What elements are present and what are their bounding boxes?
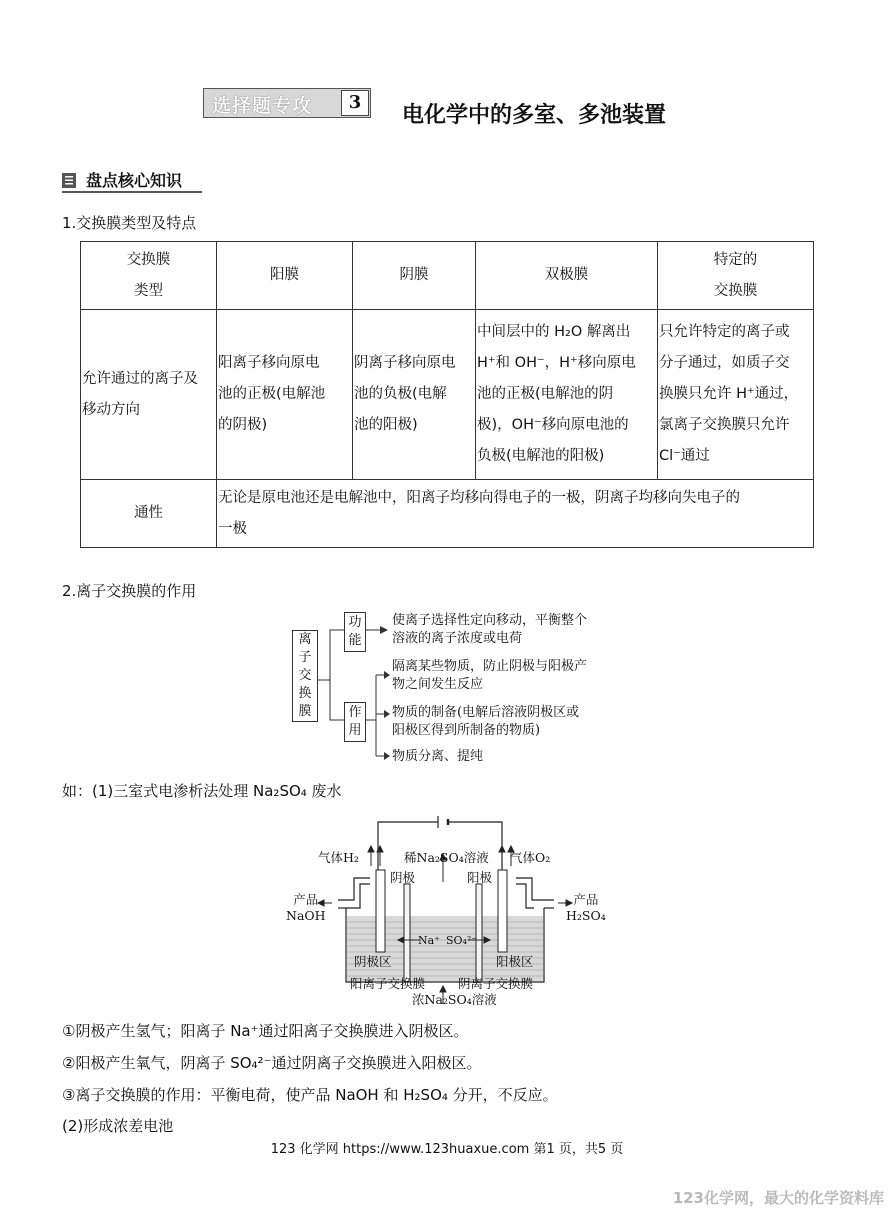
point-2: ②阳极产生氧气，阴离子 SO₄²⁻通过阴离子交换膜进入阳极区。 <box>62 1054 482 1072</box>
cell-text: 中间层中的 H₂O 解离出 <box>477 324 631 340</box>
function-line: 使离子选择性定向移动，平衡整个 <box>392 613 588 628</box>
cell-text: Cl⁻通过 <box>659 448 710 464</box>
dilute-solution-label: 稀Na₂SO₄溶液 <box>404 850 489 865</box>
product-text: H₂SO₄ <box>566 908 606 923</box>
example-2-title: (2)形成浓差电池 <box>62 1117 174 1135</box>
function-line: 溶液的离子浓度或电荷 <box>392 631 523 646</box>
cell-text: 池的阳极) <box>354 417 418 433</box>
header-text: 交换膜 <box>126 251 171 268</box>
cell-text: 阳离子移向原电 <box>218 355 320 371</box>
heading-membrane-types: 1.交换膜类型及特点 <box>62 214 197 232</box>
concept-use-box <box>344 702 366 742</box>
header-cell <box>658 242 814 310</box>
header-text: 交换膜 <box>713 282 758 299</box>
concept-function-box <box>344 612 366 652</box>
cell-text: H⁺和 OH⁻，H⁺移向原电 <box>477 355 636 371</box>
header-cell <box>81 242 217 310</box>
anion-membrane-cell <box>353 310 476 480</box>
site-watermark: 123化学网，最大的化学资料库 <box>672 1189 884 1207</box>
sodium-ion-label: Na⁺ <box>418 934 440 947</box>
anode-label: 阳极 <box>467 870 493 885</box>
page-title: 电化学中的多室、多池装置 <box>402 103 667 128</box>
cell-text: 池的负极(电解 <box>354 386 447 402</box>
use-item <box>392 704 579 740</box>
use-line: 物之间发生反应 <box>392 677 484 692</box>
badge-label: 选择题专攻 <box>212 95 313 117</box>
product-text: 产品 <box>573 892 599 907</box>
header-text: 特定的 <box>713 251 758 268</box>
electrodialysis-cell-diagram <box>280 812 610 1008</box>
concentrated-solution-label: 浓Na₂SO₄溶液 <box>412 992 497 1007</box>
root-char: 交 <box>298 668 312 683</box>
cathode-zone-label: 阴极区 <box>354 954 392 969</box>
cell-text: 只允许特定的离子或 <box>659 324 790 340</box>
gas-o2-label: 气体O₂ <box>510 850 551 865</box>
cathode-label: 阴极 <box>390 870 416 885</box>
row-label-text: 允许通过的离子及 <box>82 370 198 387</box>
row-label-cell: 通性 <box>81 480 217 548</box>
row-label-cell <box>81 310 217 480</box>
use-line: 隔离某些物质，防止阴极与阳极产 <box>392 659 588 674</box>
use-line: 物质分离、提纯 <box>392 749 484 764</box>
use-item <box>392 658 587 694</box>
product-text: NaOH <box>286 908 326 923</box>
cell-text: 负极(电解池的阳极) <box>477 448 605 464</box>
gas-h2-label: 气体H₂ <box>318 850 359 865</box>
badge-number: 3 <box>341 90 369 116</box>
example-1-title: 如：(1)三室式电渗析法处理 Na₂SO₄ 废水 <box>62 782 342 800</box>
cell-text: 的阴极) <box>218 417 268 433</box>
cell-text: 一极 <box>218 520 247 537</box>
section-title: 盘点核心知识 <box>86 171 183 190</box>
header-cell: 阳膜 <box>217 242 353 310</box>
branch-char: 功 <box>348 615 362 630</box>
cell-text: 分子通过，如质子交 <box>659 355 790 371</box>
cell-text: 池的正极(电解池 <box>218 386 326 402</box>
topic-badge <box>203 88 371 118</box>
cation-membrane-label: 阳离子交换膜 <box>350 976 426 991</box>
function-description <box>392 612 587 648</box>
use-line: 阳极区得到所制备的物质) <box>392 723 541 738</box>
use-item <box>392 748 483 766</box>
cell-text: 阴离子移向原电 <box>354 355 456 371</box>
table-row <box>81 480 814 548</box>
root-char: 离 <box>298 632 312 647</box>
header-text: 类型 <box>134 282 163 299</box>
special-membrane-cell <box>658 310 814 480</box>
document-icon <box>62 173 76 188</box>
root-char: 换 <box>298 686 312 701</box>
bipolar-membrane-cell <box>476 310 658 480</box>
sulfate-ion-label: SO₄²⁻ <box>446 934 478 947</box>
branch-char: 能 <box>348 633 362 648</box>
branch-char: 用 <box>348 723 362 738</box>
product-right-label <box>566 890 606 923</box>
anode-zone-label: 阳极区 <box>496 954 534 969</box>
header-cell: 阴膜 <box>353 242 476 310</box>
cell-text: 极)，OH⁻移向原电池的 <box>477 417 629 433</box>
page-footer: 123 化学网 https://www.123huaxue.com 第1 页，共5 页 <box>270 1142 624 1157</box>
root-char: 膜 <box>298 704 312 719</box>
cell-text: 池的正极(电解池的阴 <box>477 386 614 402</box>
table-header-row <box>81 242 814 310</box>
table-row <box>81 310 814 480</box>
point-3: ③离子交换膜的作用：平衡电荷，使产品 NaOH 和 H₂SO₄ 分开，不反应。 <box>62 1086 558 1104</box>
use-line: 物质的制备(电解后溶液阴极区或 <box>392 705 580 720</box>
cell-text: 氯离子交换膜只允许 <box>659 417 790 433</box>
cell-text: 换膜只允许 H⁺通过， <box>659 386 799 402</box>
header-cell: 双极膜 <box>476 242 658 310</box>
product-text: 产品 <box>293 892 319 907</box>
common-property-cell <box>217 480 814 548</box>
concept-root-box <box>292 630 318 722</box>
heading-membrane-function: 2.离子交换膜的作用 <box>62 582 197 600</box>
cell-text: 无论是原电池还是电解池中，阳离子均移向得电子的一极，阴离子均移向失电子的 <box>218 489 740 506</box>
product-left-label <box>286 890 326 923</box>
anion-membrane-label: 阴离子交换膜 <box>458 976 534 991</box>
row-label-text: 移动方向 <box>82 401 140 418</box>
branch-char: 作 <box>348 705 362 720</box>
section-underline <box>62 191 202 193</box>
point-1: ①阴极产生氢气；阳离子 Na⁺通过阳离子交换膜进入阴极区。 <box>62 1022 469 1040</box>
cation-membrane-cell <box>217 310 353 480</box>
root-char: 子 <box>298 650 312 665</box>
membrane-table <box>80 241 814 548</box>
